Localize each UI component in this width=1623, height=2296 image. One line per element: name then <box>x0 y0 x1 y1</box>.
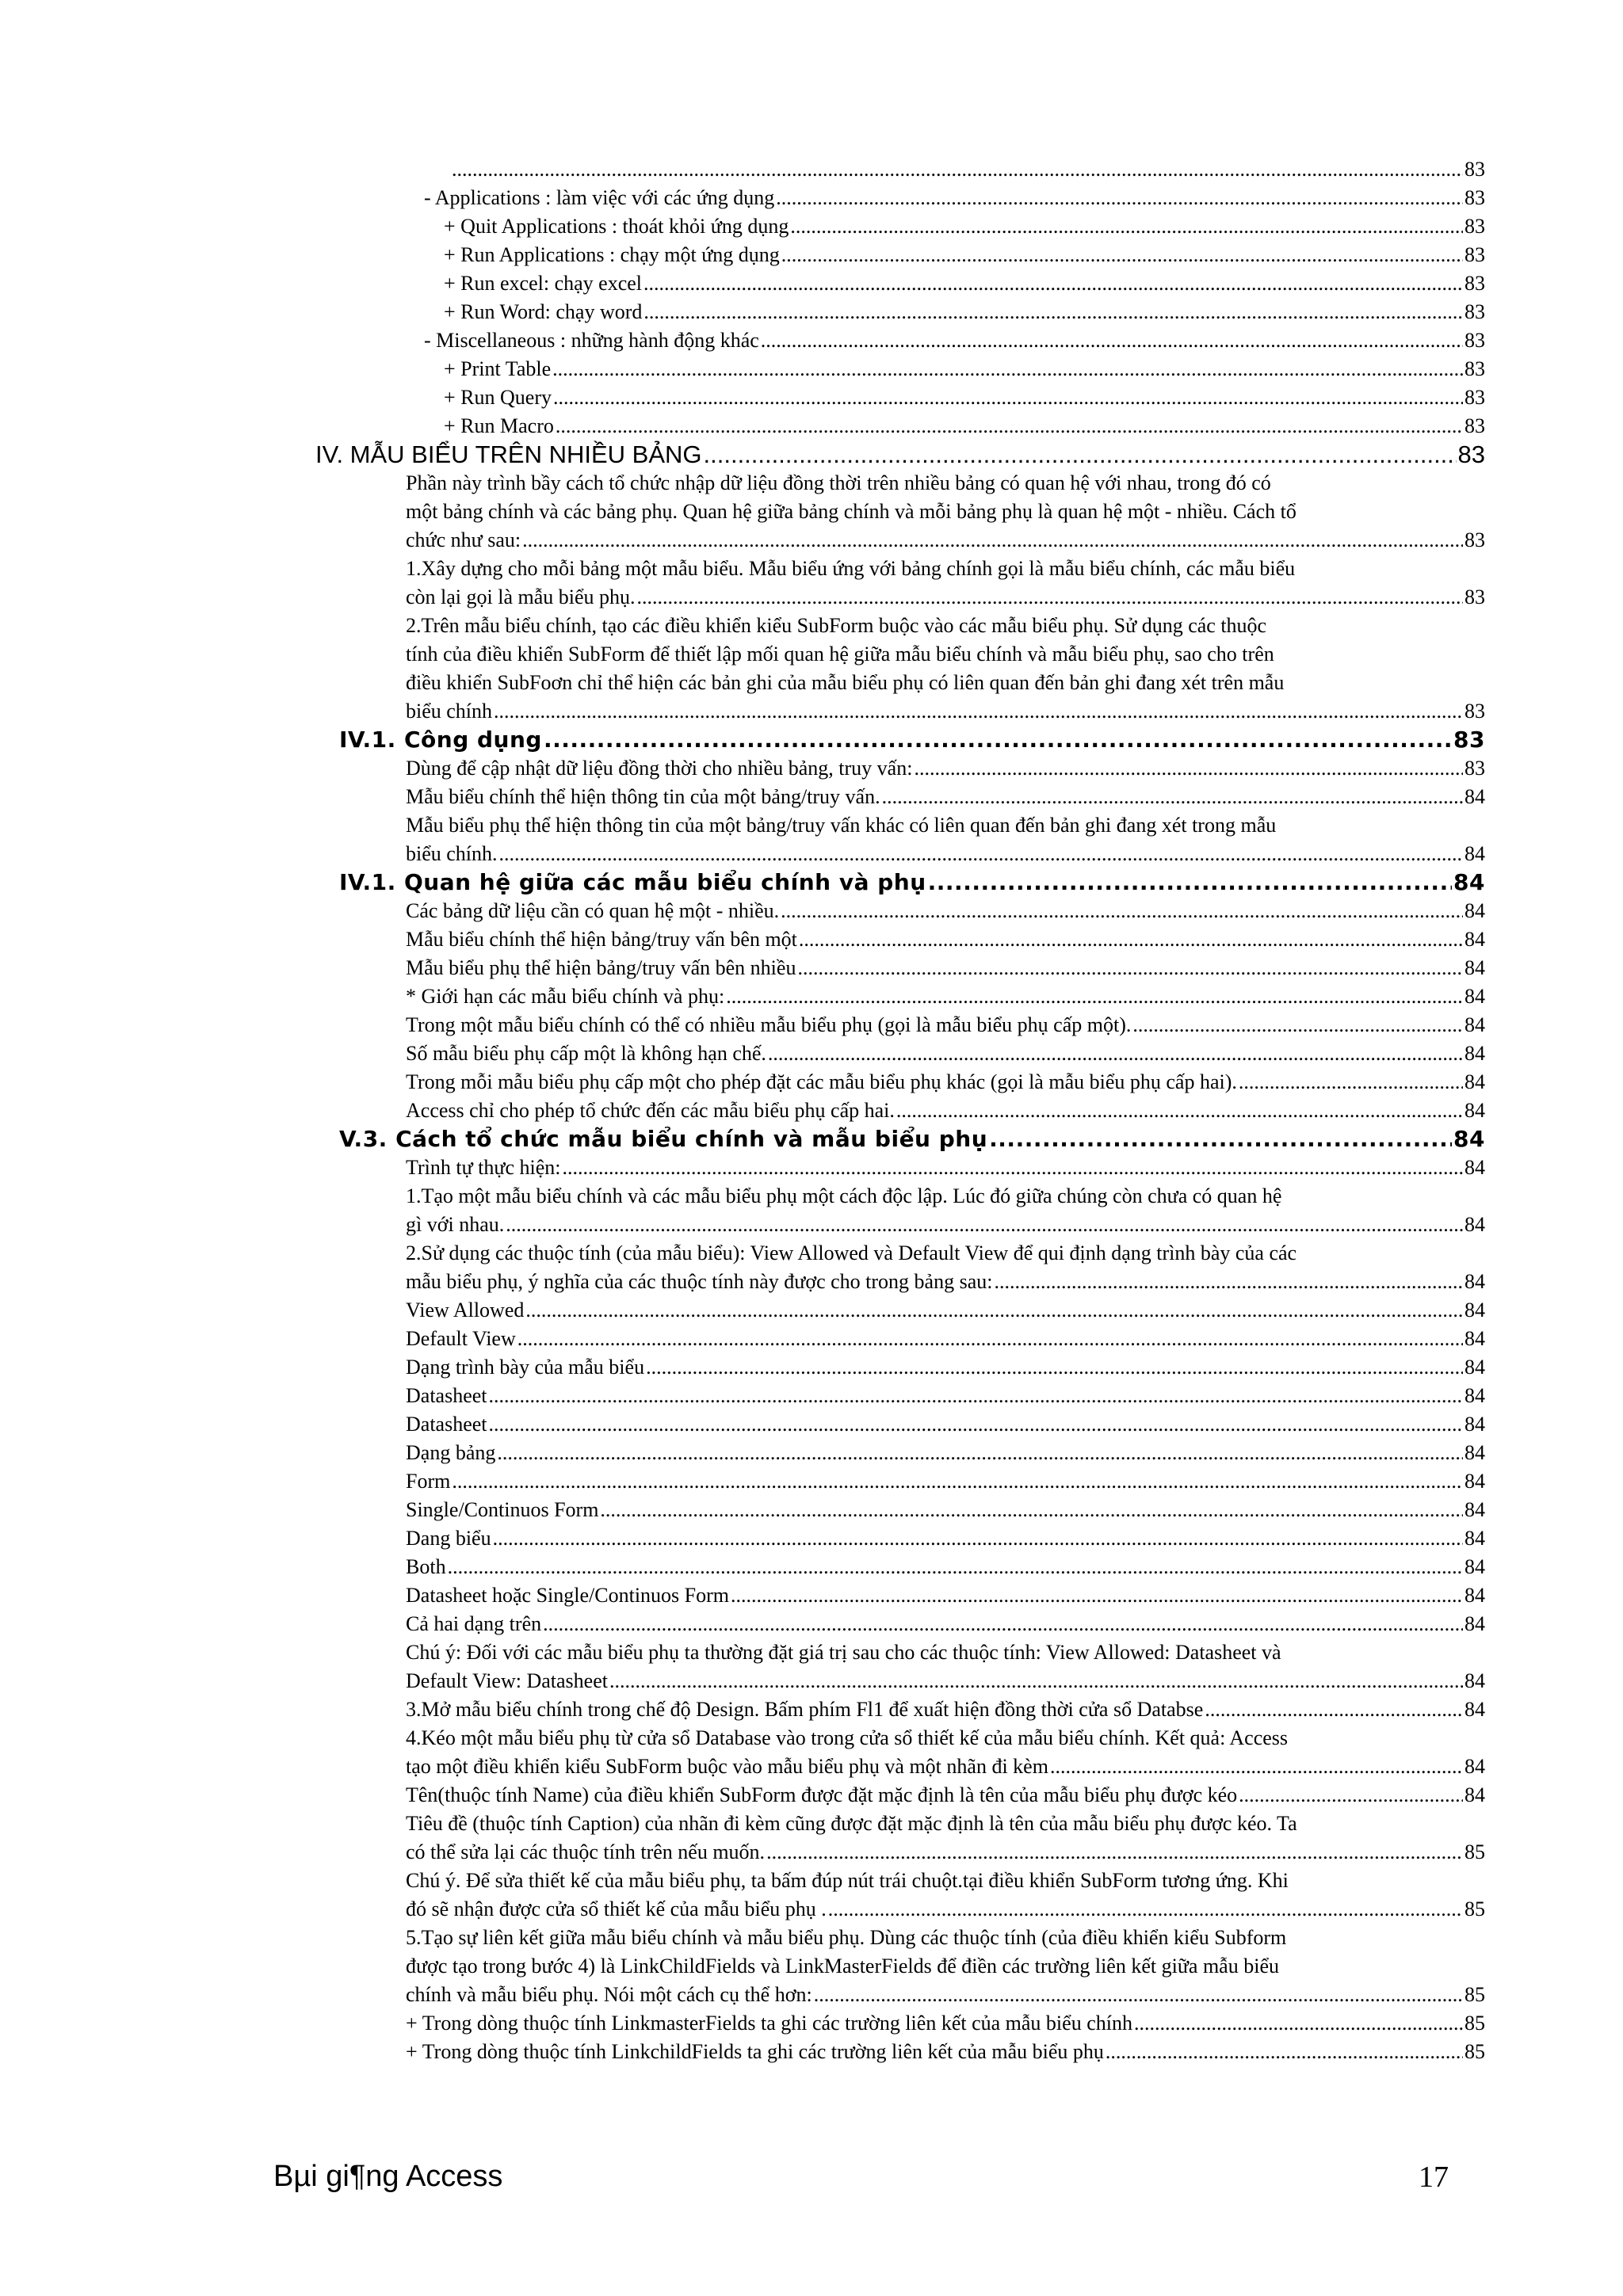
toc-entry[interactable]: Default View ..... 84 <box>406 1325 1485 1353</box>
toc-entry[interactable]: Cả hai dạng trên ..... 84 <box>406 1610 1485 1638</box>
toc-entry[interactable]: Trong một mẫu biểu chính có thể có nhiều mẫu biểu phụ (gọi là mẫu biểu phụ cấp một). ..... 84 <box>406 1011 1485 1039</box>
toc-paragraph-entry[interactable]: Chú ý. Để sửa thiết kế của mẫu biểu phụ, ta bấm đúp nút trái chuột.tại điều khiển SubForm tương ứng. Khi đó sẽ nhận được cửa sổ thiết kế của mẫu biểu phụ . ..... 85 <box>406 1867 1485 1924</box>
toc-entry[interactable]: Single/Continuos Form ..... 84 <box>406 1496 1485 1524</box>
toc-entry[interactable] <box>450 155 1485 184</box>
toc-entry[interactable]: Dùng để cập nhật dữ liệu đồng thời cho nhiều bảng, truy vấn: ..... 83 <box>406 754 1485 783</box>
toc-entry[interactable]: Tên(thuộc tính Name) của điều khiển SubForm được đặt mặc định là tên của mẫu biểu phụ được kéo ..... 84 <box>406 1781 1485 1810</box>
toc-heading-2[interactable]: V.3. Cách tổ chức mẫu biểu chính và mẫu biểu phụ ..... 84 <box>339 1125 1485 1154</box>
toc-entry[interactable]: Dang biểu ..... 84 <box>406 1524 1485 1553</box>
toc-entry[interactable]: Các bảng dữ liệu cần có quan hệ một - nhiều. ..... 84 <box>406 897 1485 925</box>
toc-paragraph-entry[interactable]: 1.Tạo một mẫu biểu chính và các mẫu biểu phụ một cách độc lập. Lúc đó giữa chúng còn chưa có quan hệ gì với nhau. ..... 84 <box>406 1182 1485 1239</box>
toc-paragraph-entry[interactable]: Phần này trình bầy cách tổ chức nhập dữ liệu đồng thời trên nhiều bảng có quan hệ với nhau, trong đó có một bảng chính và các bảng phụ. Quan hệ giữa bảng chính và mỗi bảng phụ là quan hệ một - nhiều. Cách tổ chức như sau: ..... 83 <box>406 469 1485 555</box>
toc-entry[interactable]: Datasheet ..... 84 <box>406 1410 1485 1439</box>
toc-entry[interactable]: + Trong dòng thuộc tính LinkchildFields ta ghi các trường liên kết của mẫu biểu phụ ..... 85 <box>406 2038 1485 2066</box>
toc-entry[interactable]: Số mẫu biểu phụ cấp một là không hạn chế. ..... 84 <box>406 1039 1485 1068</box>
toc-entry[interactable]: 3.Mở mẫu biểu chính trong chế độ Design. Bấm phím Fl1 để xuất hiện đồng thời cửa sổ Databse ..... 84 <box>406 1695 1485 1724</box>
toc-entry[interactable]: + Run excel: chạy excel ..... 83 <box>444 269 1485 298</box>
toc-paragraph-entry[interactable]: 5.Tạo sự liên kết giữa mẫu biểu chính và mẫu biểu phụ. Dùng các thuộc tính (của điều khiển kiểu Subform được tạo trong bước 4) là LinkChildFields và LinkMasterFields để điền các trường liên kết giữa mẫu biểu chính và mẫu biểu phụ. Nói một cách cụ thể hơn: ..... 85 <box>406 1924 1485 2009</box>
toc-entry[interactable]: Mẫu biểu phụ thể hiện bảng/truy vấn bên nhiều ..... 84 <box>406 954 1485 982</box>
footer-page-number: 17 <box>1419 2161 1449 2194</box>
toc-entry[interactable]: - Miscellaneous : những hành động khác ..... 83 <box>424 326 1485 355</box>
toc-page-number: 83 <box>1465 158 1485 181</box>
toc-entry[interactable]: Dạng bảng ..... 84 <box>406 1439 1485 1467</box>
footer-title: Bµi gi¶ng Access <box>273 2160 503 2193</box>
toc-entry[interactable]: Form ..... 84 <box>406 1467 1485 1496</box>
toc-paragraph-entry[interactable]: Mẫu biểu phụ thể hiện thông tin của một bảng/truy vấn khác có liên quan đến bản ghi đang xét trong mẫu biểu chính. ..... 84 <box>406 811 1485 868</box>
toc-entry[interactable]: + Trong dòng thuộc tính LinkmasterFields ta ghi các trường liên kết của mẫu biểu chính ..... 85 <box>406 2009 1485 2038</box>
toc-entry[interactable]: + Run Word: chạy word ..... 83 <box>444 298 1485 326</box>
toc-entry[interactable]: Mẫu biểu chính thể hiện bảng/truy vấn bên một ..... 84 <box>406 925 1485 954</box>
toc-entry[interactable]: Datasheet hoặc Single/Continuos Form ..... 84 <box>406 1581 1485 1610</box>
toc-heading-1[interactable]: IV. MẪU BIỂU TRÊN NHIỀU BẢNG ..... 83 <box>315 441 1485 469</box>
toc-paragraph-entry[interactable]: 4.Kéo một mẫu biểu phụ từ cửa sổ Database vào trong cửa sổ thiết kế của mẫu biểu chính. Kết quả: Access tạo một điều khiển kiểu SubForm buộc vào mẫu biểu phụ và một nhãn đi kèm ..... 84 <box>406 1724 1485 1781</box>
toc-entry[interactable]: + Run Applications : chạy một ứng dụng ..... 83 <box>444 241 1485 269</box>
toc-entry[interactable]: View Allowed ..... 84 <box>406 1296 1485 1325</box>
toc-entry[interactable]: Mẫu biểu chính thể hiện thông tin của một bảng/truy vấn. ..... 84 <box>406 783 1485 811</box>
toc-entry[interactable]: Datasheet ..... 84 <box>406 1382 1485 1410</box>
toc-entry[interactable]: + Run Query ..... 83 <box>444 383 1485 412</box>
toc-entry[interactable]: Trình tự thực hiện: ..... 84 <box>406 1154 1485 1182</box>
toc-entry[interactable]: Trong mỗi mẫu biểu phụ cấp một cho phép đặt các mẫu biểu phụ khác (gọi là mẫu biểu phụ cấp hai). ..... 84 <box>406 1068 1485 1097</box>
toc-paragraph-entry[interactable]: Tiêu đề (thuộc tính Caption) của nhãn đi kèm cũng được đặt mặc định là tên của mẫu biểu phụ được kéo. Ta có thể sửa lại các thuộc tính trên nếu muốn. ..... 85 <box>406 1810 1485 1867</box>
toc-paragraph-entry[interactable]: Chú ý: Đối với các mẫu biểu phụ ta thường đặt giá trị sau cho các thuộc tính: View Allowed: Datasheet và Default View: Datasheet ..... 84 <box>406 1638 1485 1695</box>
toc-entry[interactable]: Both ..... 84 <box>406 1553 1485 1581</box>
toc-entry[interactable]: Dạng trình bày của mẫu biểu ..... 84 <box>406 1353 1485 1382</box>
toc-entry[interactable]: Access chỉ cho phép tổ chức đến các mẫu biểu phụ cấp hai. ..... 84 <box>406 1097 1485 1125</box>
toc-heading-2[interactable]: IV.1. Công dụng ..... 83 <box>339 726 1485 754</box>
toc-entry[interactable]: * Giới hạn các mẫu biểu chính và phụ: ..... 84 <box>406 982 1485 1011</box>
toc-entry[interactable]: + Quit Applications : thoát khỏi ứng dụng ..... 83 <box>444 212 1485 241</box>
toc-paragraph-entry[interactable]: 2.Trên mẫu biểu chính, tạo các điều khiển kiểu SubForm buộc vào các mẫu biểu phụ. Sử dụng các thuộc tính của điều khiển SubForm để thiết lập mối quan hệ giữa mẫu biểu chính và mẫu biểu phụ, sao cho trên điều khiển SubFoơn chỉ thể hiện các bản ghi của mẫu biểu phụ có liên quan đến bản ghi đang xét trên mẫu biểu chính ..... 83 <box>406 612 1485 726</box>
toc-paragraph-entry[interactable]: 2.Sử dụng các thuộc tính (của mẫu biểu): View Allowed và Default View để qui định dạng trình bày của các mẫu biểu phụ, ý nghĩa của các thuộc tính này được cho trong bảng sau: ..... 84 <box>406 1239 1485 1296</box>
toc-entry[interactable]: + Print Table ..... 83 <box>444 355 1485 383</box>
toc-entry[interactable]: - Applications : làm việc với các ứng dụng ..... 83 <box>424 184 1485 212</box>
toc-entry[interactable]: + Run Macro ..... 83 <box>444 412 1485 441</box>
toc-paragraph-entry[interactable]: 1.Xây dựng cho mỗi bảng một mẫu biểu. Mẫu biểu ứng với bảng chính gọi là mẫu biểu chính, các mẫu biểu còn lại gọi là mẫu biểu phụ. ..... 83 <box>406 555 1485 612</box>
toc-heading-2[interactable]: IV.1. Quan hệ giữa các mẫu biểu chính và phụ ..... 84 <box>339 868 1485 897</box>
